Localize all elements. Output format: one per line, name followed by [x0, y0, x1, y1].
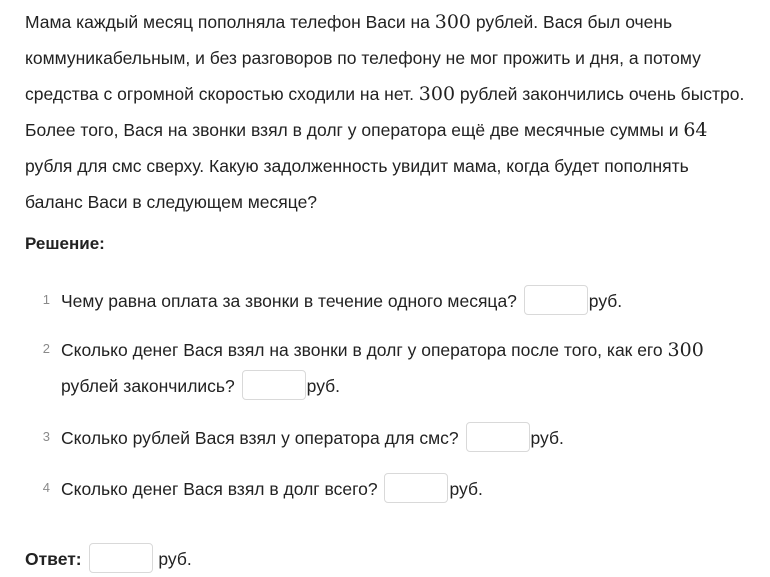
step-unit: руб.	[530, 428, 564, 448]
step-number: 3	[42, 429, 50, 444]
step-body	[61, 283, 721, 319]
step-number: 1	[42, 292, 50, 307]
step-unit: руб.	[588, 291, 623, 311]
problem-text-2: рублей. Вася был очень коммуникабельным, и без разговоров по телефону не мог прожить и дня, а потому средства с огромной скоростью сходили на нет.	[25, 12, 701, 104]
step-question: Чему равна оплата за звонки в течение одного месяца?	[61, 291, 517, 311]
problem-number-2: 300	[418, 83, 456, 105]
step-1-answer-input[interactable]	[524, 285, 588, 315]
problem-text-1: Мама каждый месяц пополняла телефон Васи на	[25, 12, 435, 32]
step-unit: руб.	[449, 479, 483, 499]
final-answer-unit: руб.	[158, 549, 192, 569]
step-body	[61, 332, 711, 404]
step-body	[61, 471, 721, 507]
step-body	[61, 420, 721, 456]
solution-heading: Решение:	[25, 234, 105, 253]
step-number: 4	[42, 480, 50, 495]
step-number: 2	[42, 341, 50, 356]
step-unit: руб.	[306, 376, 341, 396]
problem-number-1: 300	[434, 11, 471, 33]
step-question-part2: рублей закончились?	[61, 376, 235, 396]
step-3-answer-input[interactable]	[466, 422, 530, 452]
problem-text-3: рублей закончились очень быстро. Более того, Вася на звонки взял в долг у оператора ещё две месячные суммы и	[25, 84, 745, 140]
step-question: Сколько денег Вася взял в долг всего?	[61, 479, 378, 499]
step-question-part1: Сколько денег Вася взял на звонки в долг у оператора после того, как его	[61, 340, 668, 360]
step-2-answer-input[interactable]	[242, 370, 306, 400]
step-4-answer-input[interactable]	[384, 473, 448, 503]
final-answer-label: Ответ:	[25, 549, 82, 569]
problem-statement	[25, 4, 750, 220]
problem-text-4: рубля для смс сверху. Какую задолженность увидит мама, когда будет пополнять баланс Васи в следующем месяце?	[25, 156, 689, 212]
final-answer	[25, 541, 192, 577]
step-question: Сколько рублей Вася взял у оператора для смс?	[61, 428, 459, 448]
problem-number-3: 64	[683, 119, 708, 141]
step-question-number: 300	[667, 339, 704, 361]
